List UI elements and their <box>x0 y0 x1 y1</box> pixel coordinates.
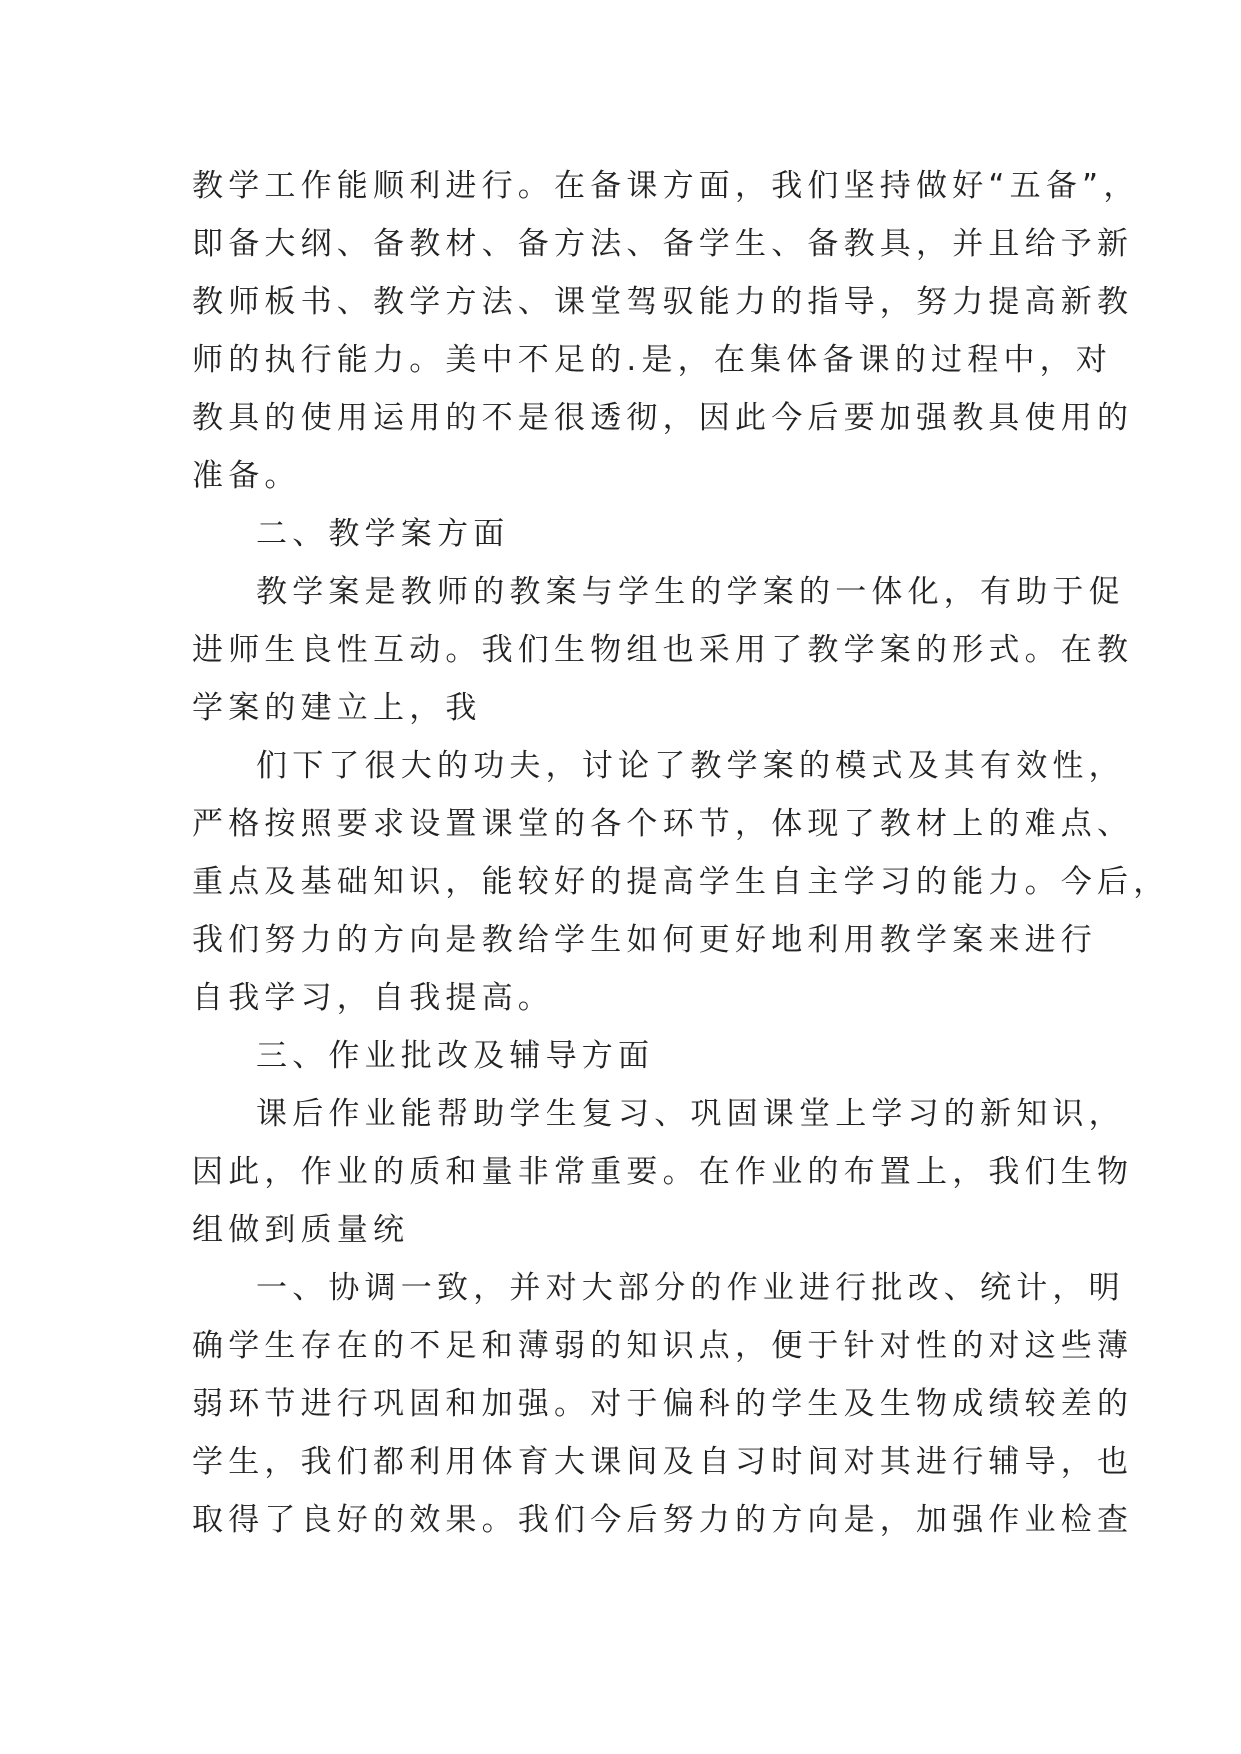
text-line: 准备。 <box>192 458 301 494</box>
section-heading: 二、教学案方面 <box>256 516 510 552</box>
text-line: 确学生存在的不足和薄弱的知识点，便于针对性的对这些薄 <box>192 1328 1134 1364</box>
text-line: 教学案是教师的教案与学生的学案的一体化，有助于促 <box>256 574 1125 610</box>
text-line: 学生，我们都利用体育大课间及自习时间对其进行辅导，也 <box>192 1444 1134 1480</box>
text-line: 教师板书、教学方法、课堂驾驭能力的指导，努力提高新教 <box>192 284 1134 320</box>
text-line: 学案的建立上，我 <box>192 690 482 726</box>
text-line: 组做到质量统 <box>192 1212 410 1248</box>
text-line: 课后作业能帮助学生复习、巩固课堂上学习的新知识， <box>256 1096 1125 1132</box>
text-line: 们下了很大的功夫，讨论了教学案的模式及其有效性， <box>256 748 1125 784</box>
text-line: 即备大纲、备教材、备方法、备学生、备教具，并且给予新 <box>192 226 1134 262</box>
text-line: 师的执行能力。美中不足的.是，在集体备课的过程中，对 <box>192 342 1113 378</box>
text-line: 严格按照要求设置课堂的各个环节，体现了教材上的难点、 <box>192 806 1134 842</box>
text-line: 自我学习，自我提高。 <box>192 980 554 1016</box>
text-line: 一、协调一致，并对大部分的作业进行批改、统计，明 <box>256 1270 1125 1306</box>
text-line: 重点及基础知识，能较好的提高学生自主学习的能力。今后， <box>192 864 1170 900</box>
text-line: 弱环节进行巩固和加强。对于偏科的学生及生物成绩较差的 <box>192 1386 1134 1422</box>
text-line: 教具的使用运用的不是很透彻，因此今后要加强教具使用的 <box>192 400 1134 436</box>
text-line: 教学工作能顺利进行。在备课方面，我们坚持做好“五备”， <box>192 168 1140 204</box>
text-line: 因此，作业的质和量非常重要。在作业的布置上，我们生物 <box>192 1154 1134 1190</box>
text-line: 进师生良性互动。我们生物组也采用了教学案的形式。在教 <box>192 632 1134 668</box>
section-heading: 三、作业批改及辅导方面 <box>256 1038 655 1074</box>
text-line: 我们努力的方向是教给学生如何更好地利用教学案来进行 <box>192 922 1097 958</box>
text-line: 取得了良好的效果。我们今后努力的方向是，加强作业检查 <box>192 1502 1134 1538</box>
